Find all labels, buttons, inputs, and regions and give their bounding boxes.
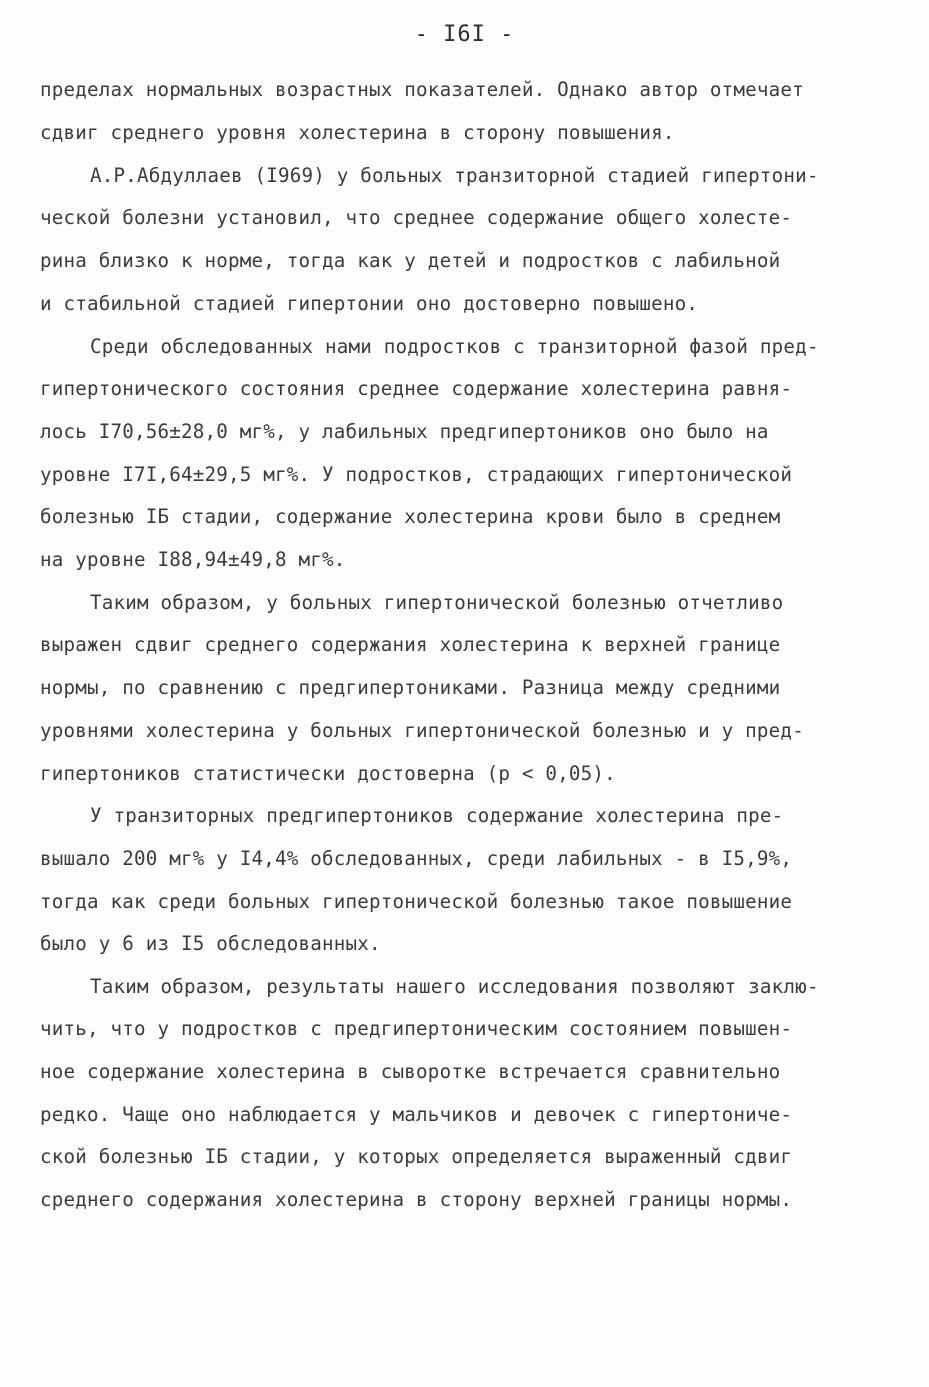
text-line: Таким образом, результаты нашего исследования позволяют заклю- — [90, 975, 819, 998]
text-line: редко. Чаще оно наблюдается у мальчиков и девочек с гипертониче- — [40, 1103, 793, 1126]
text-line: на уровне I88,94±49,8 мг%. — [40, 548, 346, 571]
text-line: гипертоников статистически достоверна (p < 0,05). — [40, 762, 616, 785]
text-line: среднего содержания холестерина в сторону верхней границы нормы. — [40, 1188, 793, 1211]
text-line: нормы, по сравнению с предгипертониками. Разница между средними — [40, 676, 781, 699]
text-line: гипертонического состояния среднее содержание холестерина равня- — [40, 377, 793, 400]
text-line: болезнью IБ стадии, содержание холестерина крови было в среднем — [40, 505, 781, 528]
text-line: выражен сдвиг среднего содержания холестерина к верхней границе — [40, 633, 781, 656]
text-line: лось I70,56±28,0 мг%, у лабильных предгипертоников оно было на — [40, 420, 769, 443]
text-line: У транзиторных предгипертоников содержание холестерина пре- — [90, 804, 784, 827]
text-line: ное содержание холестерина в сыворотке встречается сравнительно — [40, 1060, 781, 1083]
text-line: ческой болезни установил, что среднее содержание общего холесте- — [40, 206, 793, 229]
text-line: Таким образом, у больных гипертонической болезнью отчетливо — [90, 591, 784, 614]
text-line: было у 6 из I5 обследованных. — [40, 932, 381, 955]
text-line: чить, что у подростков с предгипертоническим состоянием повышен- — [40, 1017, 793, 1040]
text-line: А.Р.Абдуллаев (I969) у больных транзиторной стадией гипертони- — [90, 164, 819, 187]
text-line: Среди обследованных нами подростков с транзиторной фазой пред- — [90, 335, 819, 358]
text-line: сдвиг среднего уровня холестерина в сторону повышения. — [40, 121, 675, 144]
page-number: - I6I - — [414, 22, 515, 47]
text-line: тогда как среди больных гипертонической болезнью такое повышение — [40, 890, 793, 913]
text-line: вышало 200 мг% у I4,4% обследованных, среди лабильных - в I5,9%, — [40, 847, 793, 870]
text-line: и стабильной стадией гипертонии оно достоверно повышено. — [40, 292, 699, 315]
text-line: пределах нормальных возрастных показателей. Однако автор отмечает — [40, 78, 804, 101]
text-line: уровне I7I,64±29,5 мг%. У подростков, страдающих гипертонической — [40, 463, 793, 486]
text-line: рина близко к норме, тогда как у детей и подростков с лабильной — [40, 249, 781, 272]
text-line: ской болезнью IБ стадии, у которых определяется выраженный сдвиг — [40, 1145, 793, 1168]
text-line: уровнями холестерина у больных гипертонической болезнью и у пред- — [40, 719, 804, 742]
